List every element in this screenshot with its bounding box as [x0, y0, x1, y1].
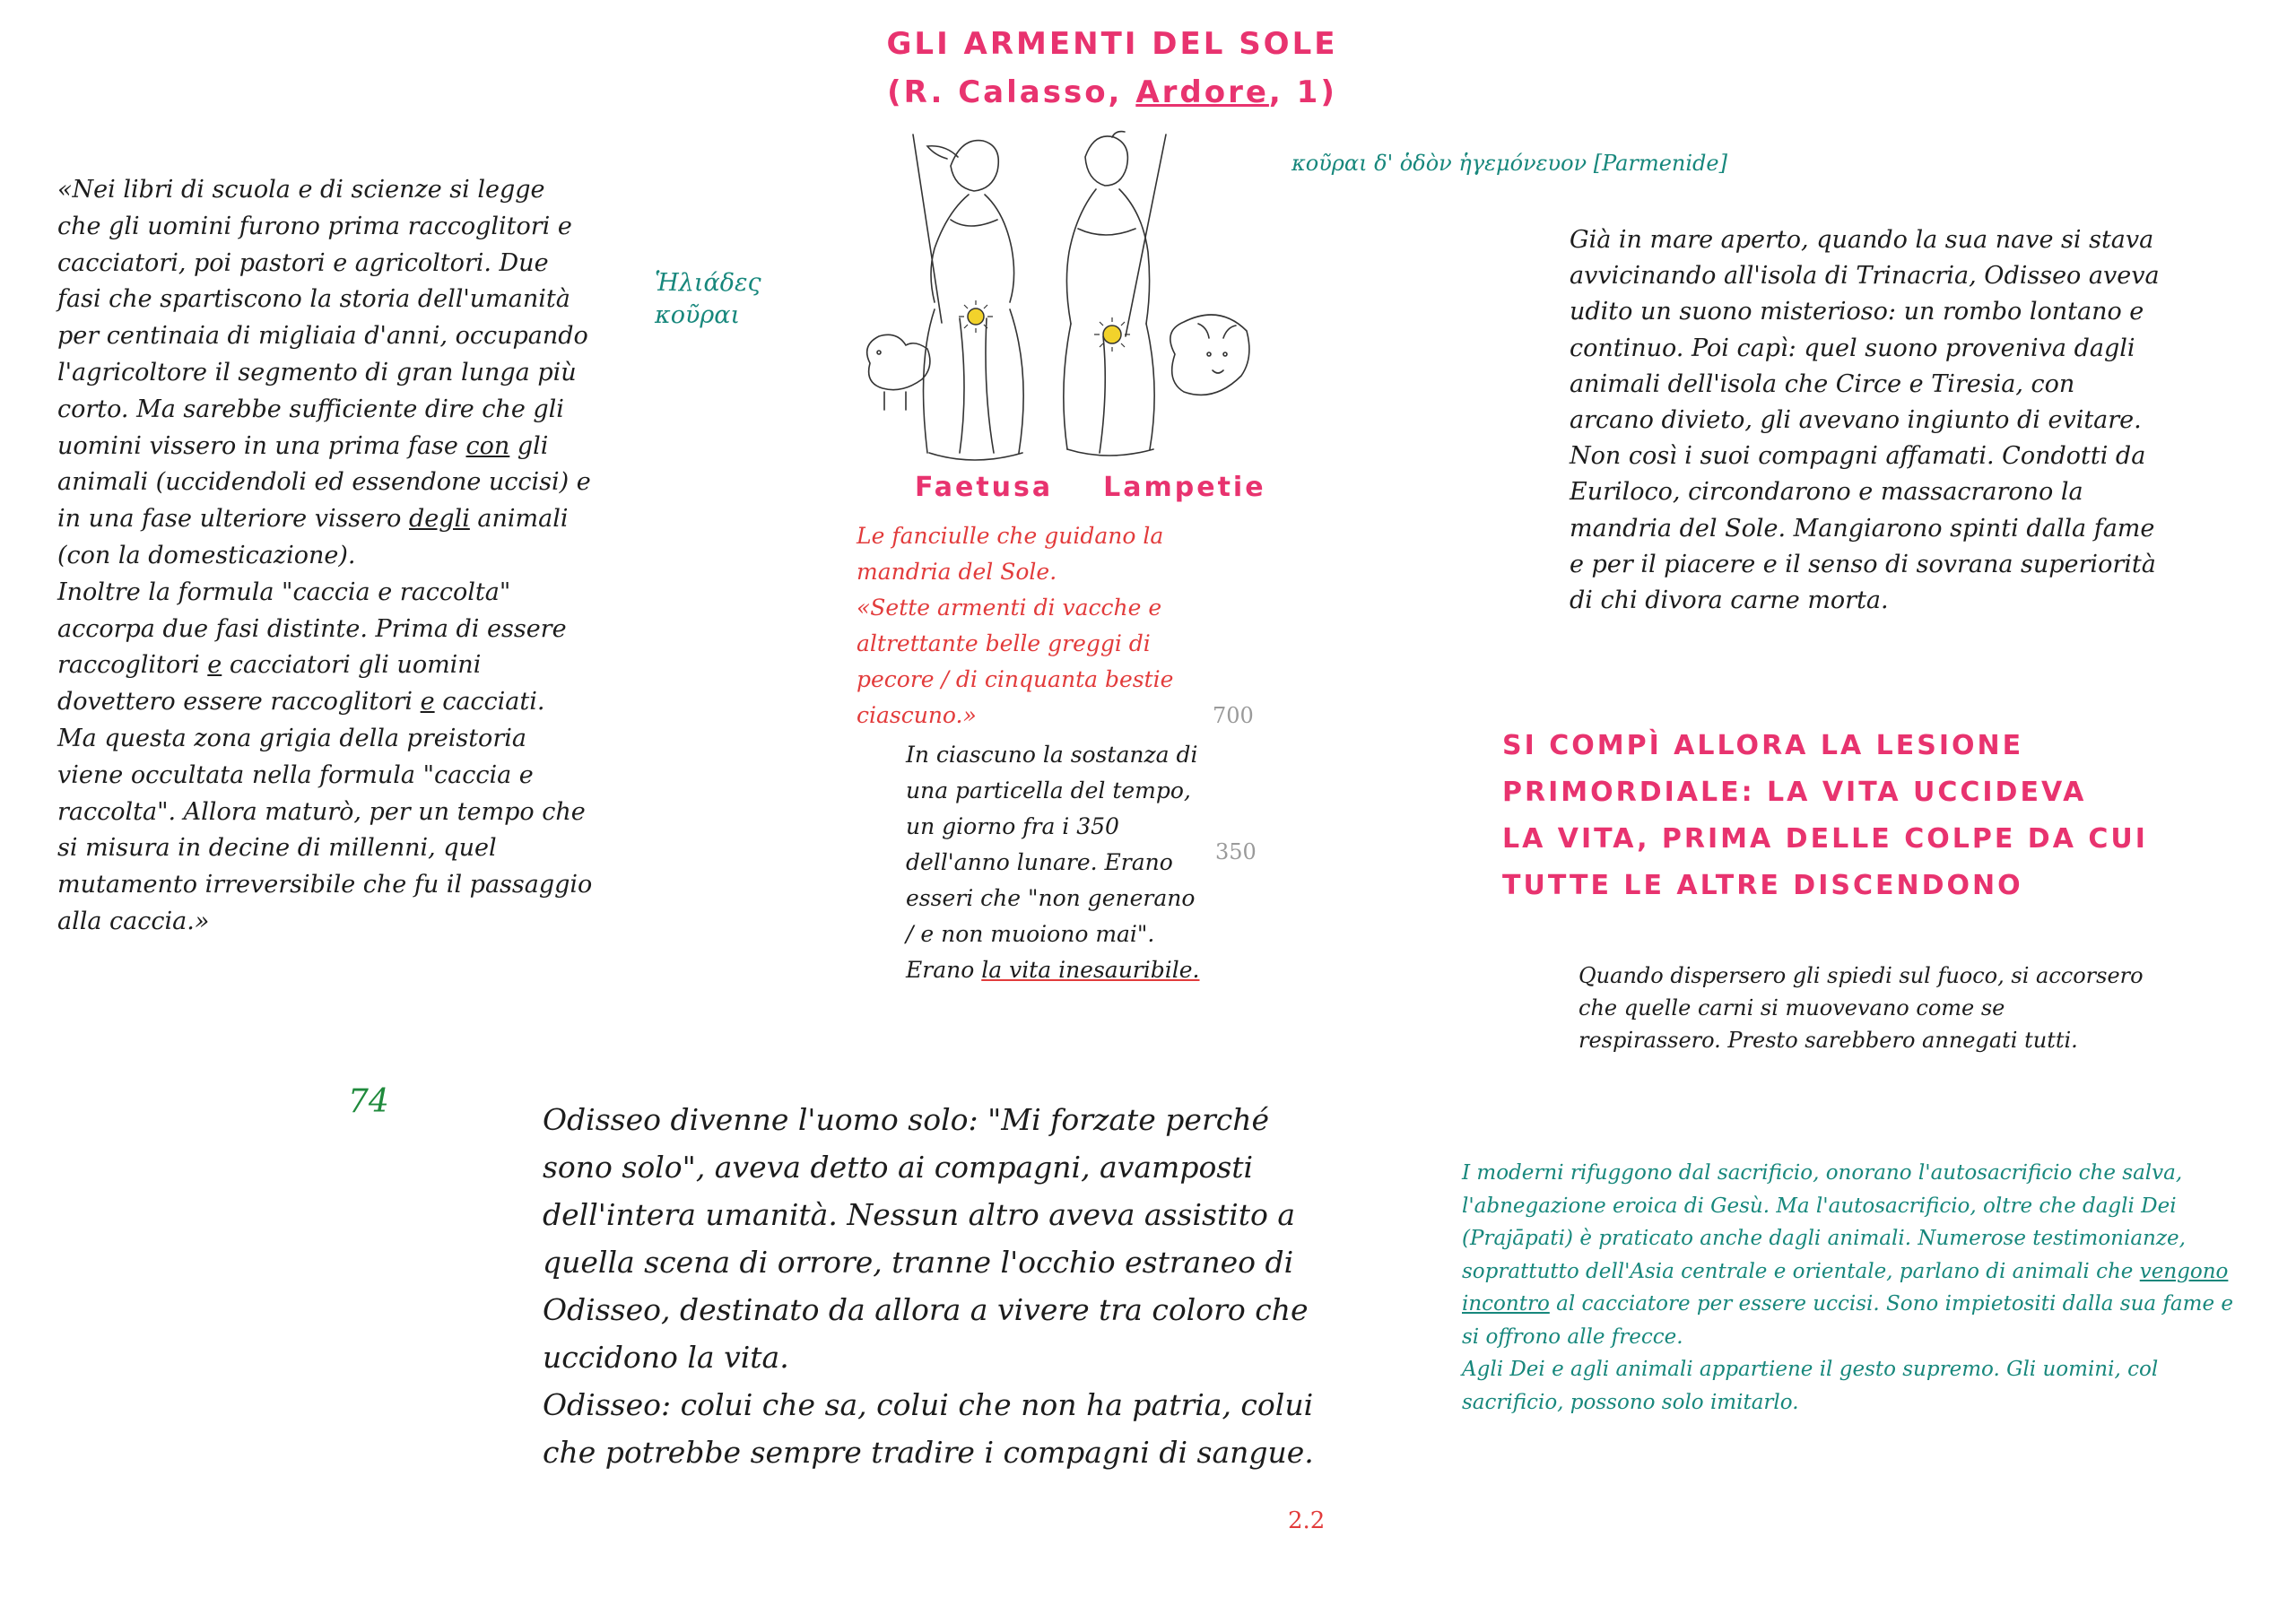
left-paragraph-2: Inoltre la formula "caccia e raccolta" accorpa due fasi distinte. Prima di essere raccoglitori e cacciatori gli uomini dovettero essere raccoglitori e cacciati.	[57, 578, 567, 716]
inexhaustible-life: la vita inesauribile.	[981, 957, 1200, 983]
title-line-1: GLI ARMENTI DEL SOLE	[886, 26, 1338, 62]
staff-left	[913, 135, 942, 323]
primordial-lesion-heading: SI COMPÌ ALLORA LA LESIONE PRIMORDIALE: LA VITA UCCIDEVA LA VITA, PRIMA DELLE COLPE DA CUI TUTTE LE ALTRE DISCENDONO	[1502, 730, 2148, 901]
left-paragraph-1: «Nei libri di scuola e di scienze si legge che gli uomini furono prima raccoglitori e cacciatori, poi pastori e agricoltori. Due fasi che spartiscono la storia dell'umanità per centinaia di migliaia d'anni, occupando l'agricoltore il segmento di gran lunga più corto. Ma sarebbe sufficiente dire che gli uomini vissero in una prima fase con gli animali (uccidendoli ed essendone uccisi) e in una fase ulteriore vissero degli animali (con la domesticazione).	[57, 176, 591, 569]
spits-note: Quando dispersero gli spiedi sul fuoco, si accorsero che quelle carni si muovevano come se respirassero. Presto sarebbero annegati tutti.	[1578, 963, 2144, 1053]
figure-captions	[915, 472, 1317, 503]
greek-note-heliades: Ἡλιάδες κοῦραι	[655, 269, 761, 329]
come-to-meet: vengono incontro	[1462, 1259, 2229, 1316]
center-red-line-1: Le fanciulle che guidano la mandria del Sole.	[857, 523, 1164, 585]
cow-right-figure	[1170, 315, 1249, 395]
citation-book: Ardore	[1135, 74, 1269, 110]
maidens-drawing	[843, 130, 1256, 480]
odysseus-paragraph-1: Odisseo divenne l'uomo solo: "Mi forzate perché sono solo", aveva detto ai compagni, avamposti dell'intera umanità. Nessun altro aveva assistito a quella scena di orrore, tranne l'occhio estraneo di Odisseo, destinato da allora a vivere tra coloro che uccidono la vita.	[543, 1102, 1309, 1375]
right-paragraph-1: Già in mare aperto, quando la sua nave si stava avvicinando all'isola di Trinacria, Odisseo aveva udito un suono misterioso: un rombo lontano e continuo. Poi capì: quel suono proveniva dagli animali dell'isola che Circe e Tiresia, con arcano divieto, gli avevano ingiunto di evitare.	[1570, 226, 2160, 435]
sun-belt-right-icon	[1094, 317, 1130, 352]
odysseus-passage	[543, 1096, 1332, 1476]
staff-right	[1126, 135, 1166, 336]
title-line-2	[861, 68, 1363, 117]
center-black-note: In ciascuno la sostanza di una particella del tempo, un giorno fra i 350 dell'anno lunare. Erano esseri che "non generano / e non muoiono mai". Erano la vita inesauribile.	[906, 742, 1200, 983]
odysseus-paragraph-2: Odisseo: colui che sa, colui che non ha patria, colui che potrebbe sempre tradire i compagni di sangue.	[543, 1387, 1314, 1470]
page-title	[861, 20, 1363, 117]
margin-number-350: 350	[1215, 839, 1257, 864]
sun-belt-left-icon	[959, 300, 993, 333]
margin-number-700: 700	[1213, 703, 1254, 728]
page-number-left: 74	[348, 1083, 389, 1120]
left-quote-block	[57, 172, 596, 941]
center-red-note	[857, 518, 1233, 734]
caption-lampetie: Lampetie	[1103, 472, 1266, 503]
maiden-lampetie-figure	[1064, 132, 1154, 456]
citation-author: (R. Calasso,	[887, 74, 1136, 110]
left-paragraph-3: Ma questa zona grigia della preistoria viene occultata nella formula "caccia e raccolta". Allora maturò, per un tempo che si misura in decine di millenni, quel mutamento irreversibile che fu il passaggio alla caccia.»	[57, 724, 593, 935]
sacrifice-note: I moderni rifuggono dal sacrificio, onorano l'autosacrificio che salva, l'abnegazione eroica di Gesù. Ma l'autosacrificio, oltre che dagli Dei (Prajāpati) è praticato anche dagli animali. Numerose testimonianze, soprattutto dell'Asia centrale e orientale, parlano di animali che vengono incontro al cacciatore per essere uccisi. Sono impietositi dalla sua fame e si offrono alle frecce. Agli Dei e agli animali appartiene il gesto supremo. Gli uomini, col sacrificio, possono solo imitarlo.	[1462, 1161, 2233, 1414]
caption-faetusa: Faetusa	[915, 472, 1054, 503]
right-narrative	[1570, 222, 2161, 619]
page-number-right: 2.2	[1288, 1507, 1326, 1534]
citation-chapter: , 1)	[1268, 74, 1337, 110]
greek-note-parmenides: κοῦραι δ' ὁδὸν ἡγεμόνευον [Parmenide]	[1292, 151, 1727, 176]
center-red-quote: «Sette armenti di vacche e altrettante belle greggi di pecore / di cinquanta bestie ciascuno.»	[857, 595, 1174, 728]
right-paragraph-2: Non così i suoi compagni affamati. Condotti da Euriloco, circondarono e massacrarono la mandria del Sole. Mangiarono spinti dalla fame e per il piacere e il senso di sovrana superiorità di chi divora carne morta.	[1570, 442, 2156, 615]
sheep-left-figure	[867, 334, 930, 410]
